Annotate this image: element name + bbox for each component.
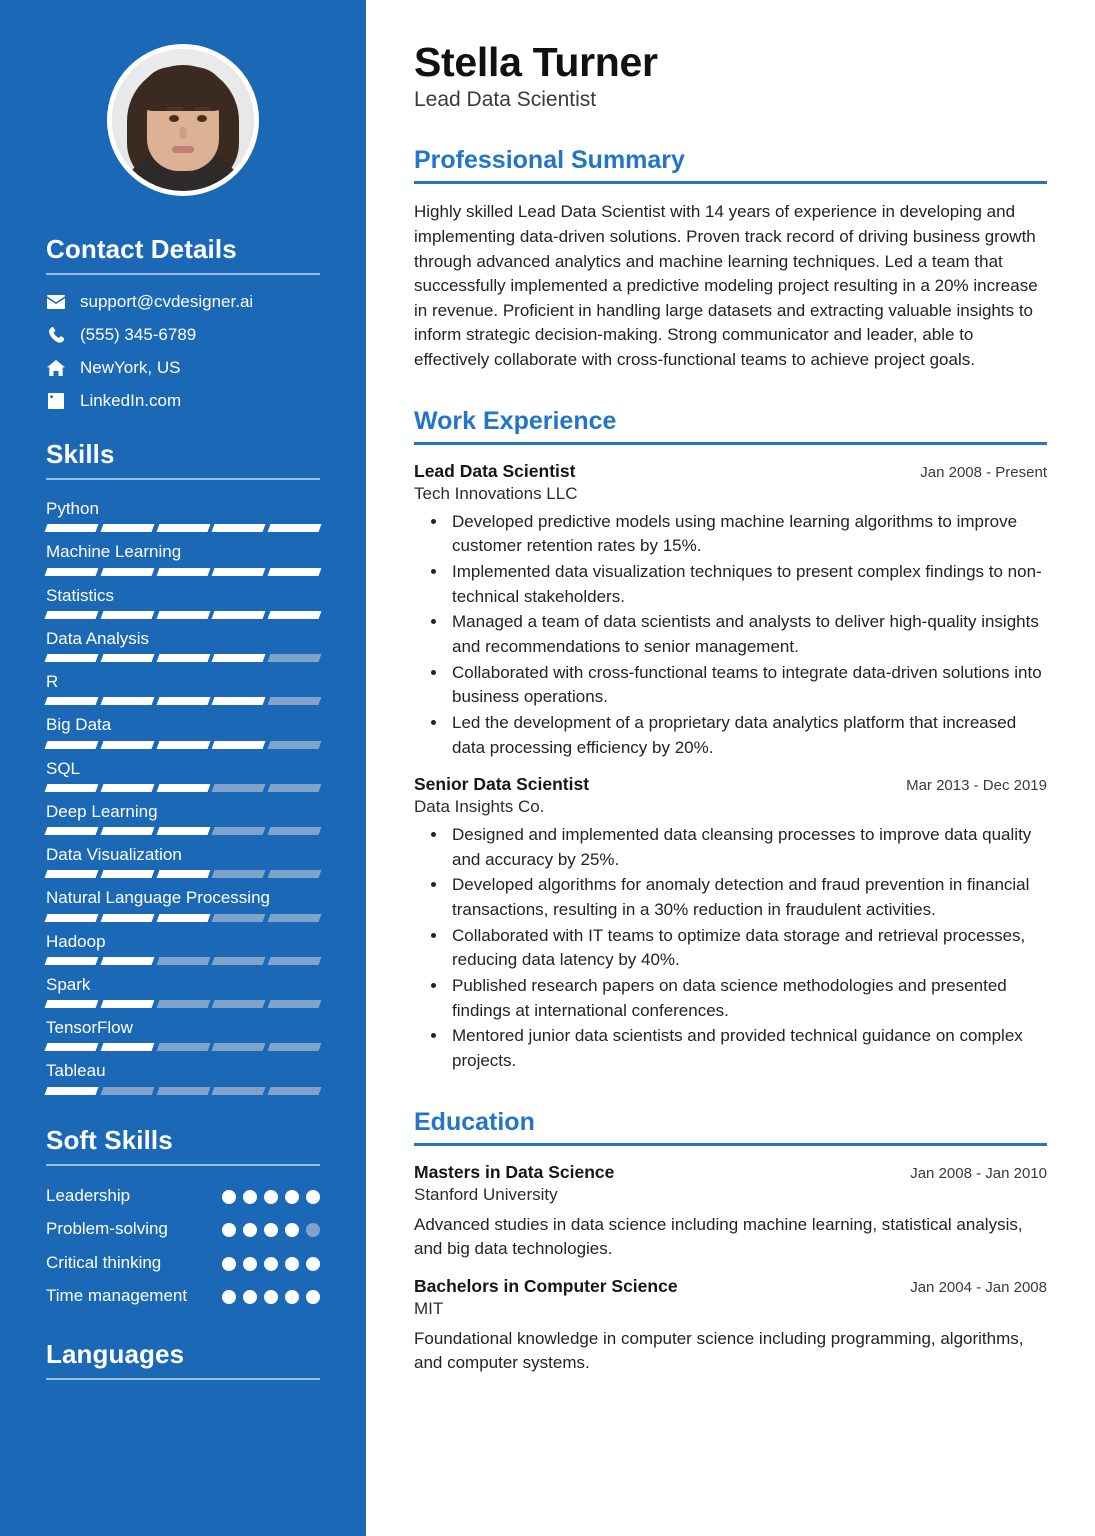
skill-row xyxy=(46,498,320,532)
summary-heading: Professional Summary xyxy=(414,146,685,175)
skill-bar-segment xyxy=(156,654,210,662)
contact-heading: Contact Details xyxy=(46,234,237,264)
institution-name: MIT xyxy=(414,1298,444,1318)
skill-row xyxy=(46,758,320,792)
skill-bar-segment xyxy=(212,741,266,749)
contact-section xyxy=(0,234,366,409)
skill-bar-segment xyxy=(156,611,210,619)
contact-item-phone[interactable] xyxy=(46,326,320,343)
entry-header xyxy=(414,774,1047,795)
skill-bar-segment xyxy=(45,611,99,619)
responsibility-list xyxy=(414,823,1047,1073)
list-item: • Published research papers on data science methodologies and presented findings at international conferences. xyxy=(448,974,1047,1023)
summary-section xyxy=(414,146,1047,372)
skill-label: Data Analysis xyxy=(46,628,149,648)
skill-bar-segment xyxy=(100,611,154,619)
rating-dot xyxy=(243,1257,257,1271)
education-section xyxy=(414,1108,1047,1377)
rating-dot xyxy=(243,1290,257,1304)
skill-row xyxy=(46,844,320,878)
list-item: • Managed a team of data scientists and analysts to deliver high-quality insights and recommendations to senior management. xyxy=(448,610,1047,659)
skill-bar-segment xyxy=(100,784,154,792)
skill-bar-segment xyxy=(212,870,266,878)
education-heading: Education xyxy=(414,1107,535,1136)
degree-title: Masters in Data Science xyxy=(414,1161,615,1182)
skill-label: Statistics xyxy=(46,585,115,605)
section-divider xyxy=(414,442,1047,445)
skill-bar-segment xyxy=(45,1043,99,1051)
soft-skill-label: Critical thinking xyxy=(46,1252,162,1272)
rating-dot xyxy=(285,1190,299,1204)
skill-label: Big Data xyxy=(46,715,112,735)
skill-bar-segment xyxy=(100,524,154,532)
rating-dot xyxy=(306,1190,320,1204)
skill-bar-segment xyxy=(212,914,266,922)
institution-name: Stanford University xyxy=(414,1184,558,1204)
entry-header xyxy=(414,461,1047,482)
skill-label: Machine Learning xyxy=(46,542,182,562)
soft-skill-row xyxy=(46,1251,320,1276)
skill-label: Hadoop xyxy=(46,931,106,951)
rating-dot xyxy=(264,1223,278,1237)
skill-level-bar xyxy=(46,654,320,662)
skill-bar-segment xyxy=(156,784,210,792)
soft-skill-label: Time management xyxy=(46,1286,188,1306)
skill-level-bar xyxy=(46,697,320,705)
skill-bar-segment xyxy=(100,914,154,922)
skill-bar-segment xyxy=(45,654,99,662)
soft-skill-row xyxy=(46,1284,320,1309)
rating-dot xyxy=(222,1190,236,1204)
skill-level-bar xyxy=(46,1043,320,1051)
skill-bar-segment xyxy=(268,870,322,878)
employer-name: Data Insights Co. xyxy=(414,797,545,817)
skill-bar-segment xyxy=(212,1087,266,1095)
skill-bar-segment xyxy=(268,827,322,835)
skill-bar-segment xyxy=(268,611,322,619)
portrait-image xyxy=(112,49,254,191)
email-icon xyxy=(46,295,66,309)
main-content xyxy=(366,0,1095,1536)
skill-bar-segment xyxy=(156,914,210,922)
contact-linkedin-value: LinkedIn.com xyxy=(80,391,182,410)
entry-header xyxy=(414,1276,1047,1297)
skill-row xyxy=(46,1017,320,1051)
skill-label: Spark xyxy=(46,974,91,994)
skill-label: Data Visualization xyxy=(46,845,182,864)
job-date-range: Mar 2013 - Dec 2019 xyxy=(906,777,1047,795)
work-entry xyxy=(414,774,1047,1073)
skill-bar-segment xyxy=(268,568,322,576)
skill-bar-segment xyxy=(212,1043,266,1051)
skill-row xyxy=(46,974,320,1008)
section-divider xyxy=(46,1378,320,1380)
education-date-range: Jan 2004 - Jan 2008 xyxy=(910,1278,1047,1296)
soft-skills-heading: Soft Skills xyxy=(46,1124,173,1155)
employer-name: Tech Innovations LLC xyxy=(414,483,578,503)
skill-bar-segment xyxy=(156,524,210,532)
job-position-title: Senior Data Scientist xyxy=(414,774,590,795)
soft-skill-label: Problem-solving xyxy=(46,1219,168,1239)
phone-icon xyxy=(46,326,66,343)
soft-skill-rating xyxy=(222,1284,320,1304)
skill-level-bar xyxy=(46,1087,320,1095)
work-entries xyxy=(414,461,1047,1074)
skills-heading: Skills xyxy=(46,439,115,469)
contact-item-location[interactable] xyxy=(46,359,320,376)
list-item: • Collaborated with IT teams to optimize data storage and retrieval processes, reducing data latency by 40%. xyxy=(448,924,1047,973)
skill-bar-segment xyxy=(45,784,99,792)
section-divider xyxy=(46,273,320,275)
skill-row xyxy=(46,887,320,921)
skill-bar-segment xyxy=(268,914,322,922)
section-divider xyxy=(46,1164,320,1166)
list-item: • Designed and implemented data cleansing processes to improve data quality and accuracy by 25%. xyxy=(448,823,1047,872)
skill-bar-segment xyxy=(45,870,99,878)
contact-phone-value: (555) 345-6789 xyxy=(80,325,197,344)
skill-bar-segment xyxy=(212,611,266,619)
rating-dot xyxy=(222,1257,236,1271)
soft-skill-rating xyxy=(222,1251,320,1271)
skill-bar-segment xyxy=(45,914,99,922)
skill-bar-segment xyxy=(268,697,322,705)
skill-level-bar xyxy=(46,957,320,965)
job-position-title: Lead Data Scientist xyxy=(414,460,576,481)
rating-dot xyxy=(285,1257,299,1271)
skill-bar-segment xyxy=(100,1000,154,1008)
education-description: Advanced studies in data science including machine learning, statistical analysis, and big data technologies. xyxy=(414,1214,1023,1259)
skill-bar-segment xyxy=(268,1043,322,1051)
skill-bar-segment xyxy=(156,1000,210,1008)
skill-row xyxy=(46,714,320,748)
job-date-range: Jan 2008 - Present xyxy=(920,463,1047,481)
skill-level-bar xyxy=(46,827,320,835)
soft-skill-row xyxy=(46,1217,320,1242)
languages-heading: Languages xyxy=(46,1339,185,1370)
soft-skill-row xyxy=(46,1184,320,1209)
work-experience-section xyxy=(414,407,1047,1074)
languages-section xyxy=(0,1339,366,1380)
soft-skill-label: Leadership xyxy=(46,1185,131,1205)
skill-bar-segment xyxy=(156,870,210,878)
rating-dot xyxy=(264,1190,278,1204)
rating-dot xyxy=(243,1190,257,1204)
skill-row xyxy=(46,801,320,835)
section-divider xyxy=(414,181,1047,184)
skill-label: SQL xyxy=(46,758,81,778)
skill-label: Tableau xyxy=(46,1061,106,1081)
skill-label: TensorFlow xyxy=(46,1018,133,1037)
skill-level-bar xyxy=(46,784,320,792)
education-entries xyxy=(414,1162,1047,1377)
skill-level-bar xyxy=(46,741,320,749)
skill-bar-segment xyxy=(212,784,266,792)
skill-level-bar xyxy=(46,524,320,532)
rating-dot xyxy=(264,1257,278,1271)
sidebar xyxy=(0,0,366,1536)
skill-row xyxy=(46,671,320,705)
skill-level-bar xyxy=(46,1000,320,1008)
skill-bar-segment xyxy=(100,1087,154,1095)
soft-skills-section xyxy=(0,1125,366,1310)
skill-level-bar xyxy=(46,914,320,922)
skill-bar-segment xyxy=(156,957,210,965)
section-divider xyxy=(414,1143,1047,1146)
skill-bar-segment xyxy=(45,697,99,705)
skill-bar-segment xyxy=(212,1000,266,1008)
education-description: Foundational knowledge in computer science including programming, algorithms, and computer systems. xyxy=(414,1328,1024,1373)
skill-bar-segment xyxy=(212,524,266,532)
contact-list xyxy=(46,293,320,409)
skill-bar-segment xyxy=(268,524,322,532)
skill-bar-segment xyxy=(100,870,154,878)
skill-bar-segment xyxy=(100,957,154,965)
list-item: • Developed predictive models using machine learning algorithms to improve customer retention rates by 15%. xyxy=(448,510,1047,559)
skill-bar-segment xyxy=(212,827,266,835)
skill-bar-segment xyxy=(156,1087,210,1095)
skill-bar-segment xyxy=(268,1087,322,1095)
entry-header xyxy=(414,1162,1047,1183)
skills-section xyxy=(0,439,366,1095)
rating-dot xyxy=(264,1290,278,1304)
soft-skills-list xyxy=(46,1184,320,1310)
contact-location-value: NewYork, US xyxy=(80,358,181,377)
skill-bar-segment xyxy=(100,1043,154,1051)
skill-label: R xyxy=(46,672,59,691)
education-entry xyxy=(414,1276,1047,1376)
skill-bar-segment xyxy=(156,1043,210,1051)
skill-row xyxy=(46,628,320,662)
rating-dot xyxy=(285,1223,299,1237)
skill-bar-segment xyxy=(268,784,322,792)
skill-bar-segment xyxy=(268,741,322,749)
skill-bar-segment xyxy=(45,524,99,532)
skill-row xyxy=(46,541,320,575)
skill-row xyxy=(46,585,320,619)
skill-bar-segment xyxy=(156,697,210,705)
rating-dot xyxy=(222,1223,236,1237)
skill-level-bar xyxy=(46,870,320,878)
rating-dot xyxy=(306,1223,320,1237)
contact-email-value: support@cvdesigner.ai xyxy=(80,292,254,311)
skill-bar-segment xyxy=(100,568,154,576)
skill-bar-segment xyxy=(212,568,266,576)
section-divider xyxy=(46,478,320,480)
work-experience-heading: Work Experience xyxy=(414,406,617,435)
list-item: • Led the development of a proprietary data analytics platform that increased data processing efficiency by 20%. xyxy=(448,711,1047,760)
skill-bar-segment xyxy=(268,957,322,965)
soft-skill-rating xyxy=(222,1184,320,1204)
list-item: • Implemented data visualization techniques to present complex findings to non-technical stakeholders. xyxy=(448,560,1047,609)
responsibility-list xyxy=(414,510,1047,760)
rating-dot xyxy=(222,1290,236,1304)
education-entry xyxy=(414,1162,1047,1262)
rating-dot xyxy=(243,1223,257,1237)
education-date-range: Jan 2008 - Jan 2010 xyxy=(910,1164,1047,1182)
skill-bar-segment xyxy=(156,827,210,835)
skill-label: Natural Language Processing xyxy=(46,888,270,908)
rating-dot xyxy=(306,1290,320,1304)
skill-level-bar xyxy=(46,568,320,576)
skill-bar-segment xyxy=(100,741,154,749)
contact-item-email[interactable] xyxy=(46,293,320,310)
soft-skill-rating xyxy=(222,1217,320,1237)
list-item: • Developed algorithms for anomaly detection and fraud prevention in financial transactions, resulting in a 30% reduction in fraudulent activities. xyxy=(448,873,1047,922)
skill-bar-segment xyxy=(212,654,266,662)
skill-bar-segment xyxy=(268,654,322,662)
skill-bar-segment xyxy=(45,568,99,576)
list-item: • Mentored junior data scientists and provided technical guidance on complex projects. xyxy=(448,1024,1047,1073)
list-item: • Collaborated with cross-functional teams to integrate data-driven solutions into business operations. xyxy=(448,661,1047,710)
avatar xyxy=(107,44,259,196)
skills-list xyxy=(46,498,320,1095)
skill-bar-segment xyxy=(212,697,266,705)
skill-bar-segment xyxy=(45,1000,99,1008)
skill-bar-segment xyxy=(268,1000,322,1008)
summary-text: Highly skilled Lead Data Scientist with 14 years of experience in developing and implementing data-driven solutions. Proven track record of driving business growth through advanced analytics and machine learning techniques. Led a team that successfully implemented a predictive modeling project resulting in a 20% increase in revenue. Proficient in handling large datasets and extracting valuable insights to inform strategic decision-making. Strong communicator and leader, able to effectively collaborate with cross-functional teams to achieve project goals. xyxy=(414,202,1038,370)
profile-photo-container xyxy=(0,0,366,204)
rating-dot xyxy=(285,1290,299,1304)
skill-bar-segment xyxy=(100,697,154,705)
degree-title: Bachelors in Computer Science xyxy=(414,1275,678,1296)
skill-bar-segment xyxy=(100,827,154,835)
skill-bar-segment xyxy=(45,741,99,749)
skill-bar-segment xyxy=(45,957,99,965)
skill-row xyxy=(46,931,320,965)
skill-bar-segment xyxy=(45,1087,99,1095)
home-icon xyxy=(46,360,66,376)
skill-bar-segment xyxy=(156,568,210,576)
skill-bar-segment xyxy=(156,741,210,749)
page-title: Stella Turner xyxy=(414,39,658,85)
skill-level-bar xyxy=(46,611,320,619)
skill-bar-segment xyxy=(100,654,154,662)
skill-label: Python xyxy=(46,499,99,518)
skill-bar-segment xyxy=(45,827,99,835)
rating-dot xyxy=(306,1257,320,1271)
linkedin-icon xyxy=(46,393,66,409)
job-title: Lead Data Scientist xyxy=(414,88,597,112)
skill-label: Deep Learning xyxy=(46,801,158,821)
skill-row xyxy=(46,1060,320,1094)
skill-bar-segment xyxy=(212,957,266,965)
contact-item-linkedin[interactable] xyxy=(46,392,320,409)
work-entry xyxy=(414,461,1047,760)
